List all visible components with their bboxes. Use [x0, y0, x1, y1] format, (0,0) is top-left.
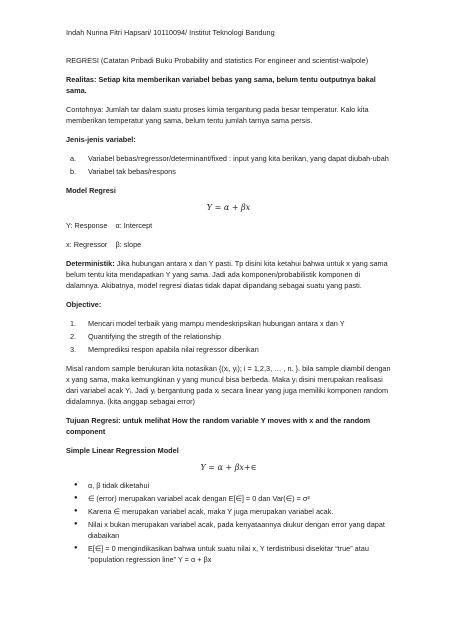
page-header: Indah Nurina Fitri Hapsari/ 10110094/ Institut Teknologi Bandung	[66, 28, 275, 37]
contoh-paragraph: Contohnya: Jumlah tar dalam suatu proses kimia tergantung pada besar temperatur. Kalo kita memberikan temperatur yang sama, belum tentu jumlah tarnya sama persis.	[66, 105, 369, 125]
bullet-text: α, β tidak diketahui	[88, 481, 150, 490]
list-item-text: Variabel bebas/regressor/determinant/fixed : input yang kita berikan, yang dapat diubah-ubah	[88, 154, 389, 163]
deterministik-text: Jika hubungan antara x dan Y pasti. Tp disini kita ketahui bahwa untuk x yang sama belum tentu kita mendapatkan Y yang sama. Jadi ada komponen/probabilistik komponen di dalamnya. Akibatnya, model regresi diatas tidak dapat dipandang sebagai suatu yang pasti.	[66, 259, 388, 290]
list-item-text: Memprediksi respon apabila nilai regressor diberikan	[88, 345, 259, 354]
def-regressor: x: Regressor	[66, 240, 108, 249]
list-item	[66, 344, 391, 355]
bullet-item	[66, 506, 391, 517]
bullet-icon: ●	[74, 521, 78, 527]
bullet-text: E[∈] = 0 mengindikasikan bahwa untuk suatu nilai x, Y terdistribusi disekitar “true” atau “population regression line” Y = α + βx	[88, 544, 369, 564]
list-item	[66, 331, 391, 342]
sample-paragraph: Misal random sample berukuran kita notasikan {(xᵢ, yᵢ); i = 1,2,3, … , n. }. bila sample diambil dengan x yang sama, maka kemungkinan y yang muncul bisa berbeda. Maka yᵢ disini merupakan realisasi dari variabel acak Yᵢ. Jadi yᵢ bergantung pada xᵢ secara linear yang juga memiliki komponen random didalamnya. (kita anggap sebagai error)	[66, 364, 391, 406]
definitions-line-1	[66, 220, 391, 231]
list-item-text: Mencari model terbaik yang mampu mendeskripsikan hubungan antara x dan Y	[88, 319, 345, 328]
list-marker: 3.	[70, 345, 77, 354]
list-marker: a.	[70, 154, 77, 163]
bullet-text: Karena ∈ merupakan variabel acak, maka Y juga merupakan variabel acak.	[88, 507, 334, 516]
bullet-item	[66, 493, 391, 504]
jenis-variabel-heading: Jenis-jenis variabel:	[66, 135, 136, 144]
bullet-icon: ●	[74, 495, 78, 501]
model-formula: Y = α + βx	[206, 203, 251, 212]
objective-heading: Objective:	[66, 300, 102, 309]
model-regresi-heading: Model Regresi	[66, 186, 116, 195]
def-response: Y: Response	[66, 221, 108, 230]
bullet-text: ∈ (error) merupakan variabel acak dengan E[∈] = 0 dan Var(∈) = σ²	[88, 494, 310, 503]
deterministik-paragraph	[66, 258, 391, 291]
bullet-icon: ●	[74, 545, 78, 551]
list-item	[66, 166, 391, 177]
bullet-item	[66, 543, 391, 565]
bullet-icon: ●	[74, 508, 78, 514]
tujuan-regresi: Tujuan Regresi: untuk melihat How the random variable Y moves with x and the random component	[66, 416, 371, 436]
list-marker: 2.	[70, 332, 77, 341]
bullet-item	[66, 480, 391, 491]
slr-bullet-list	[66, 480, 391, 565]
bullet-text: Nilai x bukan merupakan variabel acak, pada kenyataannya diukur dengan error yang dapat diabaikan	[88, 520, 385, 540]
list-item-text: Quantifying the stregth of the relationship	[88, 332, 222, 341]
def-slope: β: slope	[115, 240, 142, 249]
jenis-variabel-list	[66, 153, 391, 177]
list-item	[66, 318, 391, 329]
document-title: REGRESI (Catatan Pribadi Buku Probability and statistics For engineer and scientist-walpole)	[66, 56, 369, 65]
list-marker: 1.	[70, 319, 77, 328]
slr-heading: Simple Linear Regression Model	[66, 446, 179, 455]
list-marker: b.	[70, 167, 77, 176]
definitions-line-2	[66, 239, 391, 250]
def-intercept: α: Intercept	[115, 221, 153, 230]
slr-formula: Y = α + βx+∈	[200, 463, 257, 472]
list-item	[66, 153, 391, 164]
list-item-text: Variabel tak bebas/respons	[88, 167, 176, 176]
bullet-item	[66, 519, 391, 541]
objective-list	[66, 318, 391, 355]
realitas-statement: Realitas: Setiap kita memberikan variabel bebas yang sama, belum tentu outputnya bakal sama.	[66, 75, 376, 95]
deterministik-label: Deterministik:	[66, 259, 115, 268]
bullet-icon: ●	[74, 482, 78, 488]
